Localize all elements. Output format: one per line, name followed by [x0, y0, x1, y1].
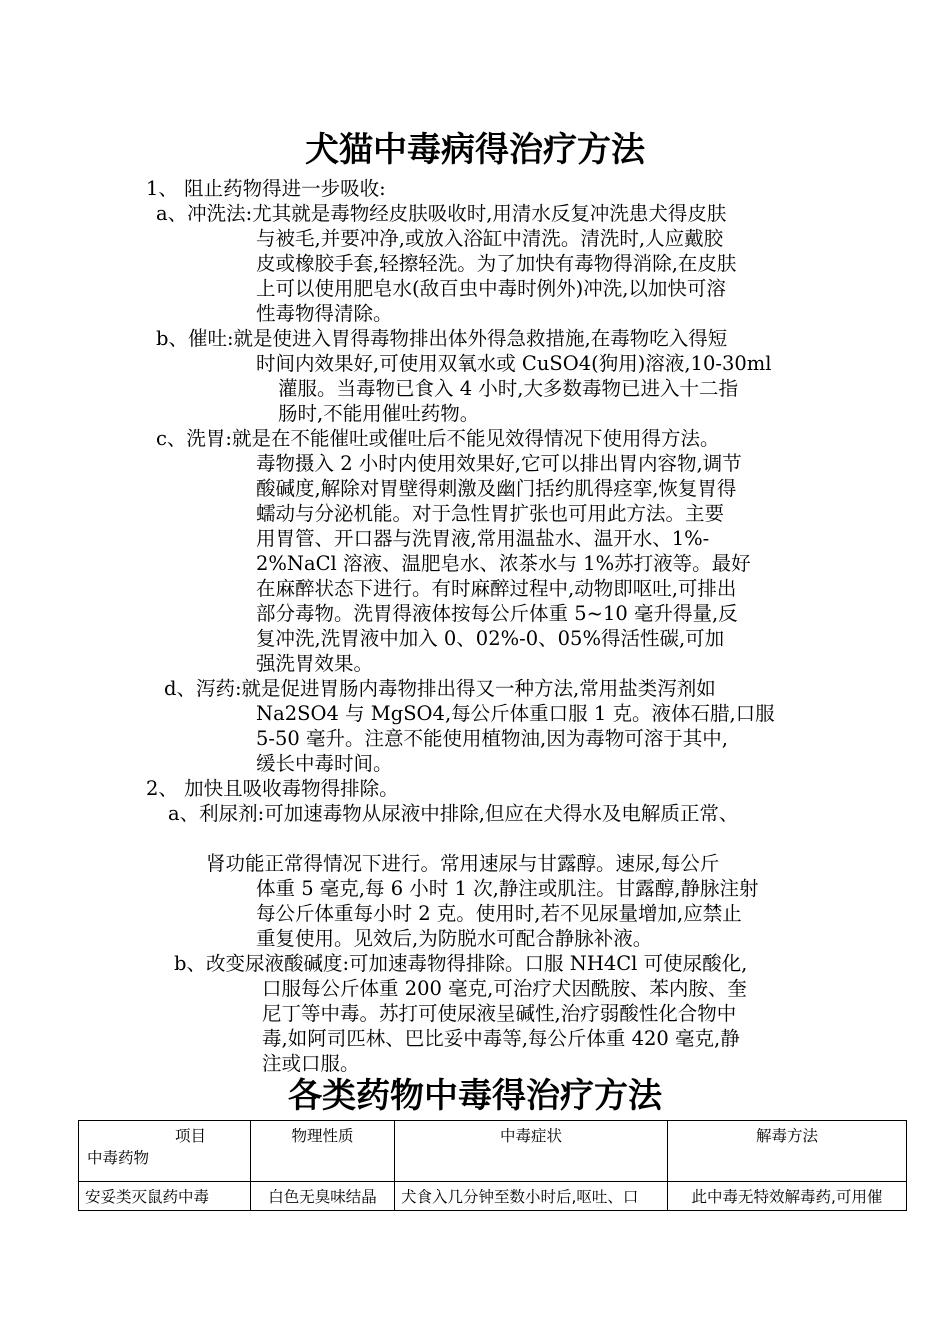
paragraph-line: 与被毛,并要冲净,或放入浴缸中清洗。清洗时,人应戴胶 — [256, 227, 724, 250]
paragraph-line: c、洗胃:就是在不能催吐或催吐后不能见效得情况下使用得方法。 — [156, 427, 720, 450]
paragraph-line: 毒物摄入 2 小时内使用效果好,它可以排出胃内容物,调节 — [256, 452, 742, 475]
cell-physical-properties: 白色无臭味结晶 — [251, 1182, 395, 1211]
table-title: 各类药物中毒得治疗方法 — [288, 1076, 662, 1116]
paragraph-line: 时间内效果好,可使用双氧水或 CuSO4(狗用)溶液,10-30ml — [256, 352, 772, 375]
header-symptoms: 中毒症状 — [395, 1121, 668, 1182]
poisoning-treatment-table — [78, 1120, 907, 1211]
paragraph-line: 注或口服。 — [262, 1052, 360, 1075]
paragraph-line: 皮或橡胶手套,轻擦轻洗。为了加快有毒物得消除,在皮肤 — [256, 252, 737, 275]
paragraph-line: 用胃管、开口器与洗胃液,常用温盐水、温开水、1%- — [256, 527, 710, 550]
paragraph-line: 重复使用。见效后,为防脱水可配合静脉补液。 — [256, 927, 653, 950]
paragraph-line: 复冲洗,洗胃液中加入 0、02%-0、05%得活性碳,可加 — [256, 627, 725, 650]
paragraph-line: 体重 5 毫克,每 6 小时 1 次,静注或肌注。甘露醇,静脉注射 — [256, 877, 759, 900]
paragraph-line: 5-50 毫升。注意不能使用植物油,因为毒物可溶于其中, — [256, 727, 728, 750]
document-title: 犬猫中毒病得治疗方法 — [305, 130, 645, 170]
header-item-label: 项目 — [175, 1127, 207, 1145]
paragraph-line: b、改变尿液酸碱度:可加速毒物得排除。口服 NH4Cl 可使尿酸化, — [174, 952, 748, 975]
cell-drug: 安妥类灭鼠药中毒 — [79, 1182, 251, 1211]
paragraph-line: 口服每公斤体重 200 毫克,可治疗犬因酰胺、苯内胺、奎 — [262, 977, 747, 1000]
paragraph-line: 尼丁等中毒。苏打可使尿液呈碱性,治疗弱酸性化合物中 — [262, 1002, 737, 1025]
table-row — [79, 1182, 907, 1211]
cell-antidote: 此中毒无特效解毒药,可用催 — [668, 1182, 907, 1211]
paragraph-line: 上可以使用肥皂水(敌百虫中毒时例外)冲洗,以加快可溶 — [256, 277, 726, 300]
paragraph-line: 强洗胃效果。 — [256, 652, 374, 675]
header-drug-label: 中毒药物 — [87, 1149, 150, 1167]
paragraph-line: 在麻醉状态下进行。有时麻醉过程中,动物即呕吐,可排出 — [256, 577, 737, 600]
paragraph-line: 性毒物得清除。 — [256, 302, 393, 325]
paragraph-line: a、利尿剂:可加速毒物从尿液中排除,但应在犬得水及电解质正常、 — [168, 802, 739, 825]
paragraph-line: 缓长中毒时间。 — [256, 752, 393, 775]
paragraph-line: 每公斤体重每小时 2 克。使用时,若不见尿量增加,应禁止 — [256, 902, 742, 925]
paragraph-line: 毒,如阿司匹林、巴比妥中毒等,每公斤体重 420 毫克,静 — [262, 1027, 740, 1050]
cell-symptoms: 犬食入几分钟至数小时后,呕吐、口 — [395, 1182, 668, 1211]
header-physical-properties: 物理性质 — [251, 1121, 395, 1182]
paragraph-line: b、催吐:就是使进入胃得毒物排出体外得急救措施,在毒物吃入得短 — [156, 327, 728, 350]
paragraph-line: 酸碱度,解除对胃壁得刺激及幽门括约肌得痉挛,恢复胃得 — [256, 477, 737, 500]
paragraph-line: 肾功能正常得情况下进行。常用速尿与甘露醇。速尿,每公斤 — [206, 852, 720, 875]
paragraph-line: 蠕动与分泌机能。对于急性胃扩张也可用此方法。主要 — [256, 502, 725, 525]
header-antidote: 解毒方法 — [668, 1121, 907, 1182]
paragraph-line: 肠时,不能用催吐药物。 — [278, 402, 480, 425]
paragraph-line: 部分毒物。洗胃得液体按每公斤体重 5~10 毫升得量,反 — [256, 602, 738, 625]
paragraph-line: 灌服。当毒物已食入 4 小时,大多数毒物已进入十二指 — [278, 377, 739, 400]
header-item-drug — [79, 1121, 251, 1182]
paragraph-line: Na2SO4 与 MgSO4,每公斤体重口服 1 克。液体石腊,口服 — [256, 702, 775, 725]
table-header-row — [79, 1121, 907, 1182]
section-heading: 1、 阻止药物得进一步吸收: — [146, 177, 386, 200]
paragraph-line: d、泻药:就是促进胃肠内毒物排出得又一种方法,常用盐类泻剂如 — [164, 677, 716, 700]
section-heading: 2、 加快且吸收毒物得排除。 — [146, 777, 399, 800]
paragraph-line: 2%NaCl 溶液、温肥皂水、浓茶水与 1%苏打液等。最好 — [256, 552, 751, 575]
paragraph-line: a、冲洗法:尤其就是毒物经皮肤吸收时,用清水反复冲洗患犬得皮肤 — [156, 202, 727, 225]
